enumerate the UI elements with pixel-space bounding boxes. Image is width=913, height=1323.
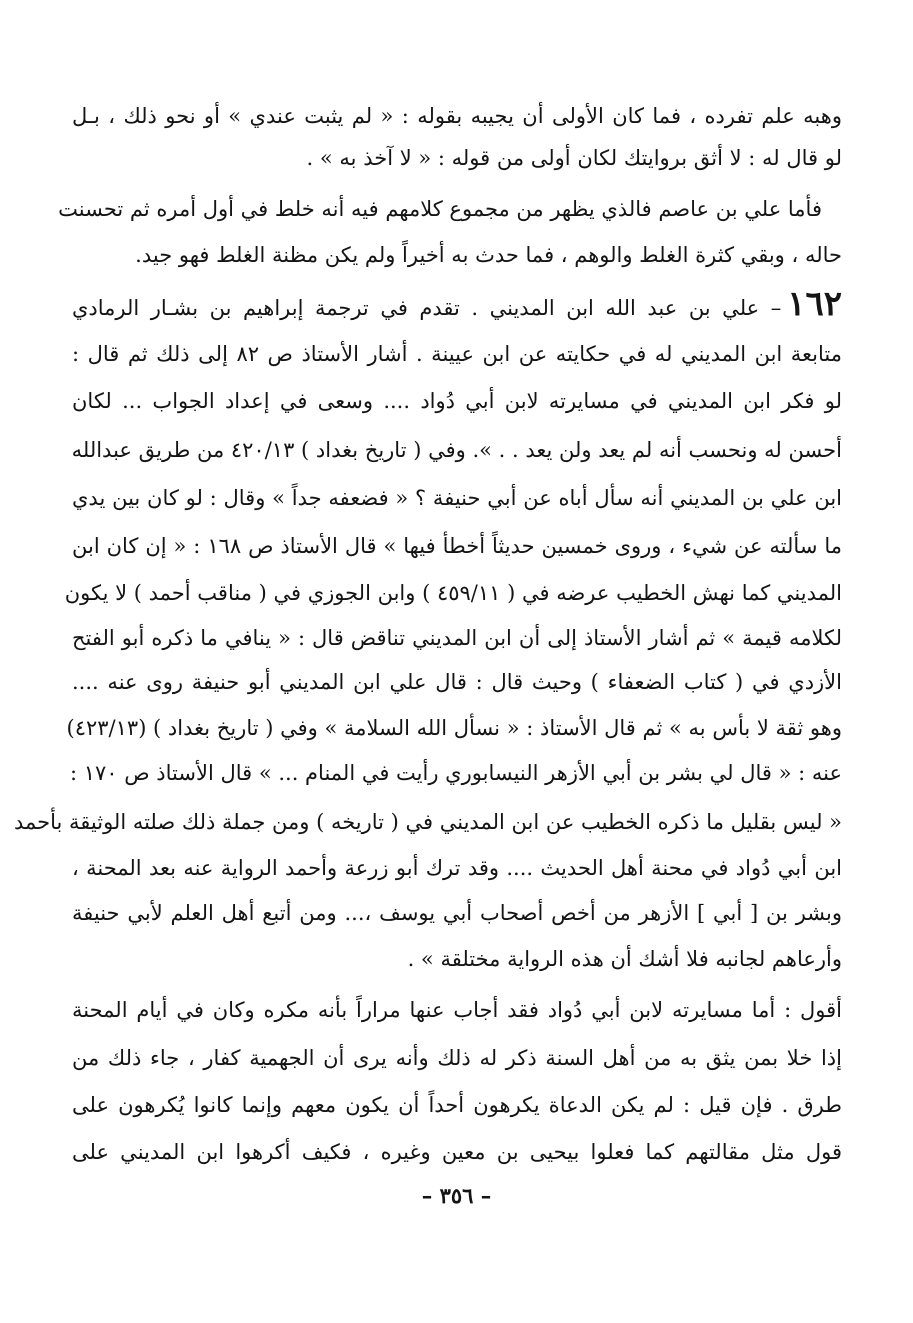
entry-number: ١٦٢ bbox=[787, 284, 842, 324]
text-line: المديني كما نهش الخطيب عرضه في ( ٤٥٩/١١ ) وابن الجوزي في ( مناقب أحمد ) لا يكون bbox=[64, 581, 842, 605]
text-line: وأرعاهم لجانبه فلا أشك أن هذه الرواية مختلقة » . bbox=[407, 947, 842, 971]
entry-heading-line bbox=[72, 286, 842, 326]
text-line: لو قال له : لا أثق بروايتك لكان أولى من قوله : « لا آخذ به » . bbox=[306, 146, 842, 170]
text-line: الأزدي في ( كتاب الضعفاء ) وحيث قال : قال علي ابن المديني أبو حنيفة روى عنه .... bbox=[72, 670, 842, 694]
text-line: عنه : « قال لي بشر بن أبي الأزهر النيسابوري رأيت في المنام ... » قال الأستاذ ص ١٧٠ : bbox=[69, 761, 842, 785]
text-line: لو فكر ابن المديني في مسايرته لابن أبي دُواد .... وسعى في إعداد الجواب ... لكان bbox=[72, 389, 842, 413]
page-number: – ٣٥٦ – bbox=[421, 1183, 492, 1208]
text-line: أحسن له ونحسب أنه لم يعد ولن يعد . . ». وفي ( تاريخ بغداد ) ٤٢٠/١٣ من طريق عبدالله bbox=[71, 438, 842, 462]
text-line: إذا خلا بمن يثق به من أهل السنة ذكر له ذلك وأنه يرى أن الجهمية كفار ، جاء ذلك من bbox=[72, 1046, 842, 1070]
text-line: طرق . فإن قيل : لم يكن الدعاة يكرهون أحداً أن يكون معهم وإنما كانوا يُكرهون على bbox=[72, 1093, 842, 1117]
text-line: ابن أبي دُواد في محنة أهل الحديث .... وقد ترك أبو زرعة وأحمد الرواية عنه بعد المحنة ، bbox=[72, 856, 842, 880]
text-line: أقول : أما مسايرته لابن أبي دُواد فقد أجاب عنها مراراً بأنه مكره وكان في أيام المحنة bbox=[72, 998, 842, 1022]
text-line: ابن علي بن المديني أنه سأل أباه عن أبي حنيفة ؟ « فضعفه جداً » وقال : لو كان بين يدي bbox=[72, 486, 842, 510]
entry-heading-text: – علي بن عبد الله ابن المديني . تقدم في ترجمة إبراهيم بن بشـار الرمادي bbox=[72, 296, 782, 320]
text-line: ما سألته عن شيء ، وروى خمسين حديثاً أخطأ فيها » قال الأستاذ ص ١٦٨ : « إن كان ابن bbox=[72, 534, 842, 558]
text-line: لكلامه قيمة » ثم أشار الأستاذ إلى أن ابن المديني تناقض قال : « ينافي ما ذكره أبو الفتح bbox=[72, 626, 842, 650]
text-line: وهبه علم تفرده ، فما كان الأولى أن يجيبه بقوله : « لم يثبت عندي » أو نحو ذلك ، بـل bbox=[72, 104, 842, 128]
text-line: فأما علي بن عاصم فالذي يظهر من مجموع كلامهم فيه أنه خلط في أول أمره ثم تحسنت bbox=[58, 197, 822, 221]
text-line: وبشر بن [ أبي ] الأزهر من أخص أصحاب أبي يوسف ،... ومن أتبع أهل العلم لأبي حنيفة bbox=[72, 901, 842, 925]
text-line: قول مثل مقالتهم كما فعلوا بيحيى بن معين وغيره ، فكيف أكرهوا ابن المديني على bbox=[72, 1140, 842, 1164]
text-line: حاله ، وبقي كثرة الغلط والوهم ، فما حدث به أخيراً ولم يكن مظنة الغلط فهو جيد. bbox=[135, 243, 842, 267]
text-line: « ليس بقليل ما ذكره الخطيب عن ابن المديني في ( تاريخه ) ومن جملة ذلك صلته الوثيقة بأحمد bbox=[13, 810, 842, 834]
text-line: متابعة ابن المديني له في حكايته عن ابن عيينة . أشار الأستاذ ص ٨٢ إلى ذلك ثم قال : bbox=[72, 342, 842, 366]
text-line: وهو ثقة لا بأس به » ثم قال الأستاذ : « نسأل الله السلامة » وفي ( تاريخ بغداد ) (٤٢٣/١٣) bbox=[66, 716, 842, 740]
